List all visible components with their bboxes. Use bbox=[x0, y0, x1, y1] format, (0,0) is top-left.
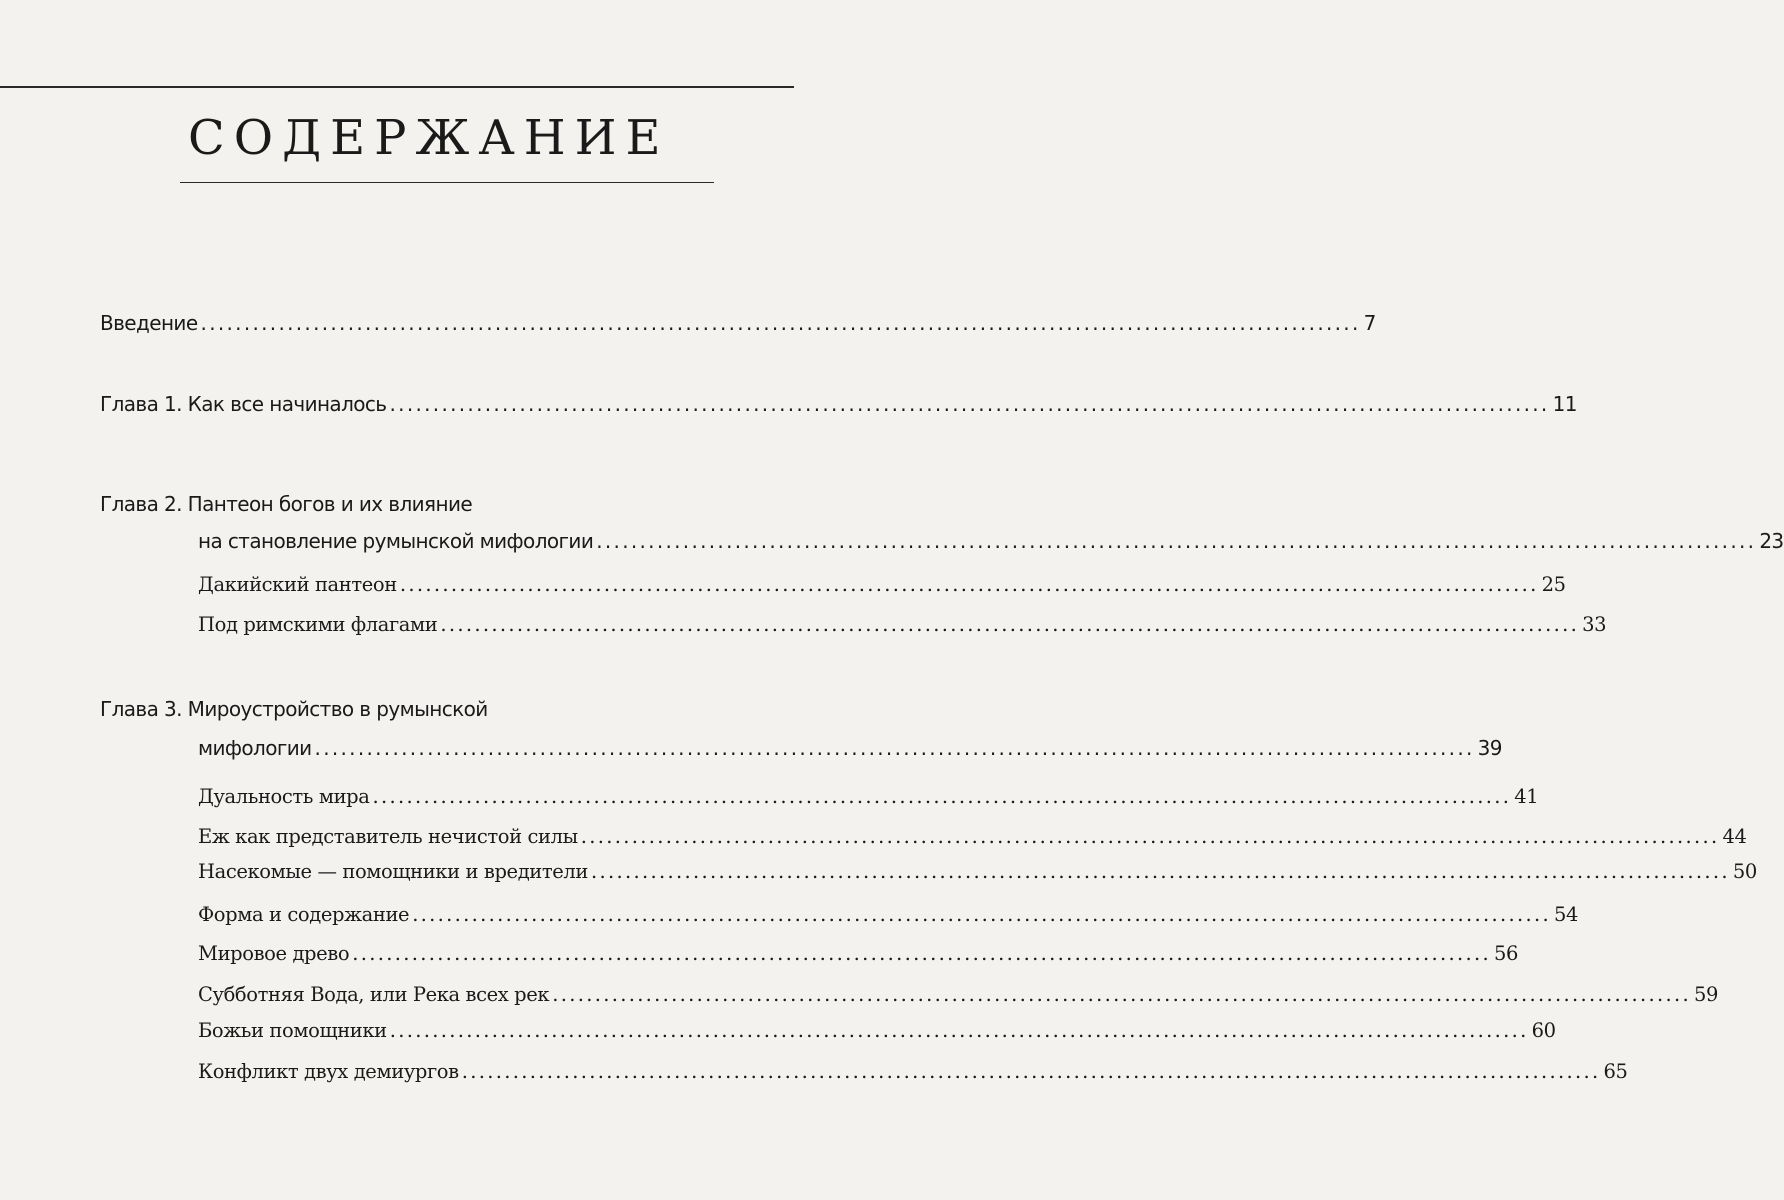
toc-section[interactable] bbox=[198, 1060, 1628, 1090]
toc-section[interactable] bbox=[198, 942, 1519, 972]
page-number: 7 bbox=[1363, 311, 1376, 335]
page-number: 65 bbox=[1603, 1060, 1628, 1083]
toc-entry-label: на становление румынской мифологии bbox=[198, 529, 594, 553]
dot-leader: ...................................................................................................................................... bbox=[372, 785, 1512, 808]
toc-section[interactable] bbox=[198, 613, 1607, 643]
toc-section[interactable] bbox=[198, 825, 1747, 855]
page-number: 41 bbox=[1514, 785, 1539, 808]
dot-leader: ...................................................................................................................................... bbox=[552, 983, 1691, 1006]
toc-section-label: Дакийский пантеон bbox=[198, 573, 397, 596]
toc-section[interactable] bbox=[198, 983, 1719, 1013]
title-underline bbox=[180, 182, 714, 183]
dot-leader: ...................................................................................................................................... bbox=[580, 825, 1720, 848]
dot-leader: ...................................................................................................................................... bbox=[314, 736, 1475, 760]
toc-section-label: Конфликт двух демиургов bbox=[198, 1060, 459, 1083]
toc-section-label: Форма и содержание bbox=[198, 903, 410, 926]
toc-section[interactable] bbox=[198, 1019, 1556, 1049]
toc-section-label: Насекомые — помощники и вредители bbox=[198, 860, 589, 883]
toc-section-label: Божьи помощники bbox=[198, 1019, 387, 1042]
dot-leader: ...................................................................................................................................... bbox=[399, 573, 1539, 596]
toc-section[interactable] bbox=[198, 573, 1566, 603]
dot-leader: ...................................................................................................................................... bbox=[352, 942, 1491, 965]
page-number: 59 bbox=[1694, 983, 1719, 1006]
toc-section-label: Еж как представитель нечистой силы bbox=[198, 825, 578, 848]
page-number: 54 bbox=[1553, 903, 1578, 926]
page-number: 56 bbox=[1494, 942, 1519, 965]
page-title: СОДЕРЖАНИЕ bbox=[188, 110, 670, 166]
dot-leader: ...................................................................................................................................... bbox=[461, 1060, 1601, 1083]
page-number: 44 bbox=[1722, 825, 1747, 848]
toc-section-label: Дуальность мира bbox=[198, 785, 370, 808]
dot-leader: ...................................................................................................................................... bbox=[200, 311, 1361, 335]
toc-entry-intro[interactable] bbox=[100, 311, 1376, 341]
toc-entry-chapter-1[interactable] bbox=[100, 392, 1577, 422]
top-rule bbox=[0, 86, 794, 88]
toc-entry-label: мифологии bbox=[198, 736, 312, 760]
dot-leader: ...................................................................................................................................... bbox=[596, 529, 1757, 553]
page-number: 25 bbox=[1541, 573, 1566, 596]
toc-section-label: Мировое древо bbox=[198, 942, 350, 965]
toc-entry-chapter-2-line-1[interactable]: Глава 2. Пантеон богов и их влияние bbox=[100, 492, 473, 516]
toc-entry-chapter-3[interactable] bbox=[198, 736, 1502, 766]
toc-section[interactable] bbox=[198, 860, 1757, 890]
page-number: 23 bbox=[1759, 529, 1784, 553]
dot-leader: ...................................................................................................................................... bbox=[440, 613, 1580, 636]
toc-section-label: Субботняя Вода, или Река всех рек bbox=[198, 983, 550, 1006]
toc-entry-chapter-3-line-1[interactable]: Глава 3. Мироустройство в румынской bbox=[100, 697, 488, 721]
dot-leader: ...................................................................................................................................... bbox=[591, 860, 1730, 883]
page-number: 11 bbox=[1552, 392, 1577, 416]
toc-entry-label: Глава 1. Как все начиналось bbox=[100, 392, 387, 416]
dot-leader: ...................................................................................................................................... bbox=[389, 1019, 1529, 1042]
page-number: 39 bbox=[1477, 736, 1502, 760]
dot-leader: ...................................................................................................................................... bbox=[389, 392, 1550, 416]
page-number: 50 bbox=[1732, 860, 1757, 883]
dot-leader: ...................................................................................................................................... bbox=[412, 903, 1551, 926]
page-number: 33 bbox=[1582, 613, 1607, 636]
toc-entry-chapter-2[interactable] bbox=[198, 529, 1784, 559]
page-number: 60 bbox=[1531, 1019, 1556, 1042]
toc-entry-label: Введение bbox=[100, 311, 198, 335]
toc-section-label: Под римскими флагами bbox=[198, 613, 438, 636]
toc-section[interactable] bbox=[198, 903, 1578, 933]
toc-section[interactable] bbox=[198, 785, 1539, 815]
